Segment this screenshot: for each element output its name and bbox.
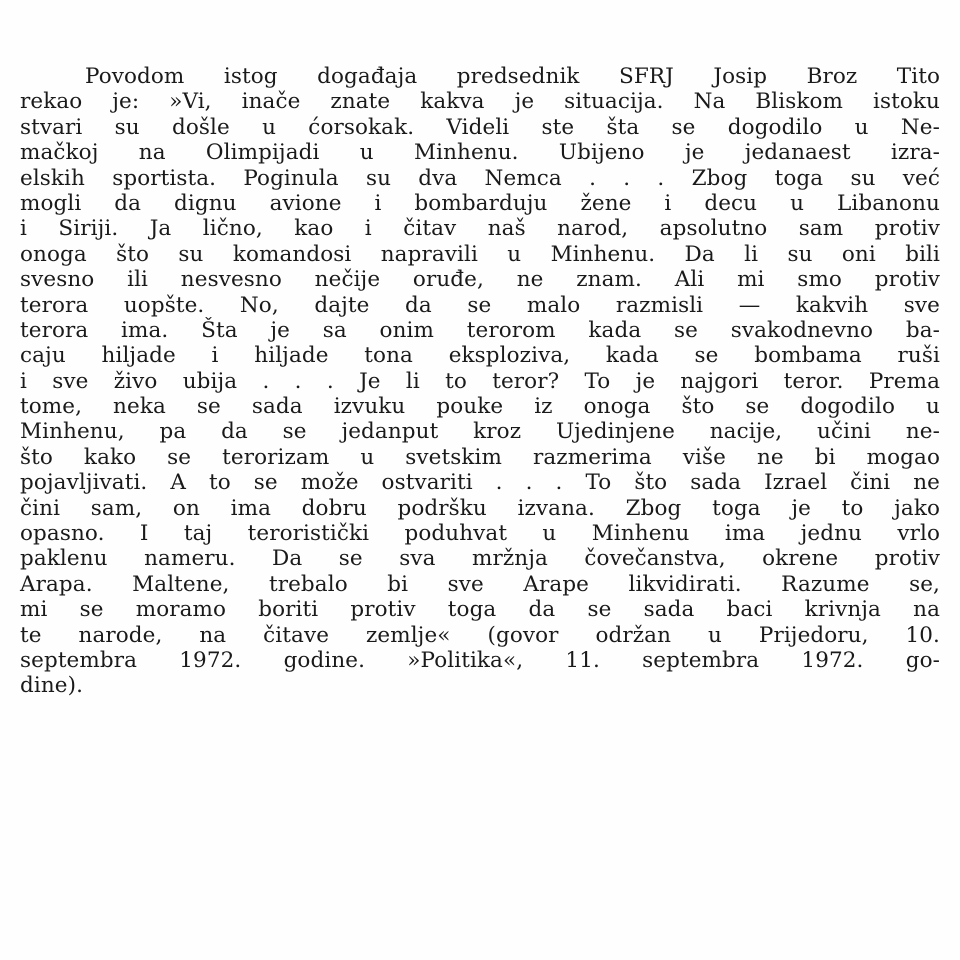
- text-line: elskih sportista. Poginula su dva Nemca . . . Zbog toga su već: [20, 165, 940, 191]
- text-line: rekao je: »Vi, inače znate kakva je situacija. Na Bliskom istoku: [20, 89, 940, 115]
- text-line: Minhenu, pa da se jedanput kroz Ujedinjene nacije, učini ne-: [20, 419, 940, 445]
- text-line: mačkoj na Olimpijadi u Minhenu. Ubijeno je jedanaest izra-: [20, 140, 940, 166]
- text-line: mogli da dignu avione i bombarduju žene i decu u Libanonu: [20, 190, 940, 216]
- text-line: opasno. I taj teroristički poduhvat u Minhenu ima jednu vrlo: [20, 521, 940, 547]
- text-line: i Siriji. Ja lično, kao i čitav naš narod, apsolutno sam protiv: [20, 216, 940, 242]
- text-line: paklenu nameru. Da se sva mržnja čovečanstva, okrene protiv: [20, 546, 940, 572]
- text-line: pojavljivati. A to se može ostvariti . . . To što sada Izrael čini ne: [20, 470, 940, 496]
- text-line: tome, neka se sada izvuku pouke iz onoga što se dogodilo u: [20, 394, 940, 420]
- text-line: stvari su došle u ćorsokak. Videli ste šta se dogodilo u Ne-: [20, 114, 940, 140]
- text-line: mi se moramo boriti protiv toga da se sada baci krivnja na: [20, 597, 940, 623]
- text-line: čini sam, on ima dobru podršku izvana. Zbog toga je to jako: [20, 495, 940, 521]
- text-line: i sve živo ubija . . . Je li to teror? To je najgori teror. Prema: [20, 368, 940, 394]
- text-line: caju hiljade i hiljade tona eksploziva, kada se bombama ruši: [20, 343, 940, 369]
- text-line: septembra 1972. godine. »Politika«, 11. septembra 1972. go-: [20, 647, 940, 673]
- text-line: te narode, na čitave zemlje« (govor održan u Prijedoru, 10.: [20, 622, 940, 648]
- text-line: Povodom istog događaja predsednik SFRJ Josip Broz Tito: [85, 64, 940, 89]
- text-line: terora uopšte. No, dajte da se malo razmisli — kakvih sve: [20, 292, 940, 318]
- text-line: onoga što su komandosi napravili u Minhenu. Da li su oni bili: [20, 241, 940, 267]
- quote-paragraph: [20, 64, 940, 699]
- text-line: Arapa. Maltene, trebalo bi sve Arape likvidirati. Razume se,: [20, 571, 940, 597]
- text-line: terora ima. Šta je sa onim terorom kada se svakodnevno ba-: [20, 317, 940, 343]
- text-line: dine).: [20, 673, 84, 699]
- text-line: svesno ili nesvesno nečije oruđe, ne znam. Ali mi smo protiv: [20, 267, 940, 293]
- text-line: što kako se terorizam u svetskim razmerima više ne bi mogao: [20, 444, 940, 470]
